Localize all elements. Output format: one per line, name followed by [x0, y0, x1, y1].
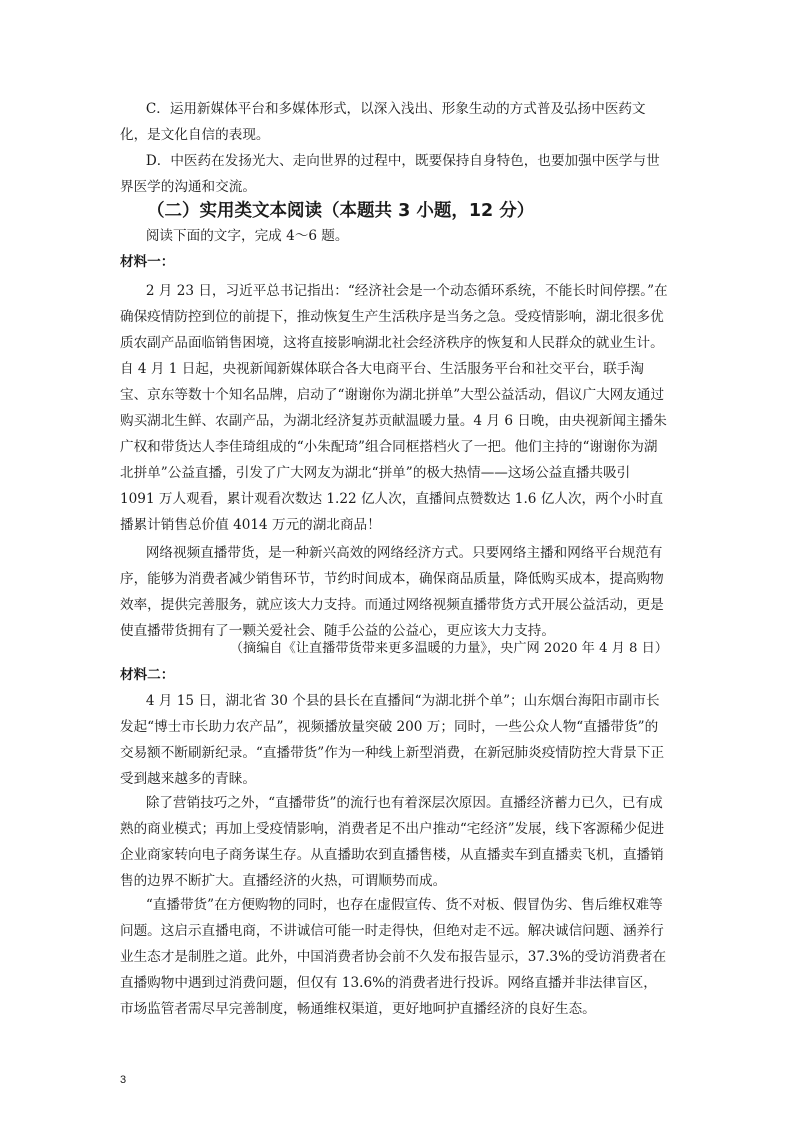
material2-paragraph-1: 4 月 15 日，湖北省 30 个县的县长在直播间“为湖北拼个单”；山东烟台海阳市副市长发起“博士市长助力农产品”，视频播放量突破 200 万；同时，一些公众人物“直播带货”的交易额不断刷新纪录。“直播带货”作为一种线上新型消费，在新冠肺炎疫情防控大背景下正受到越来越多的青睐。 [120, 693, 665, 787]
option-d: D．中医药在发扬光大、走向世界的过程中，既要保持自身特色，也要加强中医学与世界医学的沟通和交流。 [120, 153, 660, 195]
option-c: C．运用新媒体平台和多媒体形式，以深入浅出、形象生动的方式普及弘扬中医药文化，是文化自信的表现。 [120, 101, 646, 143]
material1-paragraph-1: 2 月 23 日，习近平总书记指出：“经济社会是一个动态循环系统，不能长时间停摆。”在确保疫情防控到位的前提下，推动恢复生产生活秩序是当务之急。受疫情影响，湖北很多优质农副产品面临销售困境，这将直接影响湖北社会经济秩序的恢复和人民群众的就业生计。自 4 月 1 日起，央视新闻新媒体联合各大电商平台、生活服务平台和社交平台，联手淘宝、京东等数十个知名品牌，启动了“谢谢你为湖北拼单”大型公益活动，倡议广大网友通过购买湖北生鲜、农副产品，为湖北经济复苏贡献温暖力量。4 月 6 日晚，由央视新闻主播朱广权和带货达人李佳琦组成的“小朱配琦”组合同框搭档火了一把。他们主持的“谢谢你为湖北拼单”公益直播，引发了广大网友为湖北“拼单”的极大热情——这场公益直播共吸引 1091 万人观看，累计观看次数达 1.22 亿人次，直播间点赞数达 1.6 亿人次，两个小时直播累计销售总价值 4014 万元的湖北商品！ [120, 283, 668, 533]
material1-paragraph-2: 网络视频直播带货，是一种新兴高效的网络经济方式。只要网络主播和网络平台规范有序，能够为消费者减少销售环节，节约时间成本，确保商品质量，降低购买成本，提高购物效率，提供完善服务，就应该大力支持。而通过网络视频直播带货方式开展公益活动，更是使直播带货拥有了一颗关爱社会、随手公益的公益心，更应该大力支持。 [120, 545, 664, 639]
page-number: 3 [120, 1074, 127, 1086]
material1-label: 材料一： [120, 254, 175, 270]
section-title: （二）实用类文本阅读（本题共 3 小题，12 分） [147, 201, 535, 221]
material1-source: （摘编自《让直播带货带来更多温暖的力量》，央广网 2020 年 4 月 8 日） [229, 641, 668, 656]
material2-paragraph-3: “直播带货”在方便购物的同时，也存在虚假宣传、货不对板、假冒伪劣、售后维权难等问题。这启示直播电商，不讲诚信可能一时走得快，但绝对走不远。解决诚信问题、涵养行业生态才是制胜之道。此外，中国消费者协会前不久发布报告显示，37.3%的受访消费者在直播购物中遇到过消费问题，但仅有 13.6%的消费者进行投诉。网络直播并非法律盲区，市场监管者需尽早完善制度，畅通维权渠道，更好地呵护直播经济的良好生态。 [120, 897, 667, 1017]
instruction: 阅读下面的文字，完成 4～6 题。 [145, 228, 349, 244]
material2-label: 材料二： [120, 667, 175, 683]
material2-paragraph-2: 除了营销技巧之外，“直播带货”的流行也有着深层次原因。直播经济蓄力已久，已有成熟的商业模式；再加上受疫情影响，消费者足不出户推动“宅经济”发展，线下客源稀少促进企业商家转向电子商务谋生存。从直播助农到直播售楼，从直播卖车到直播卖飞机，直播销售的边界不断扩大。直播经济的火热，可谓顺势而成。 [120, 795, 665, 889]
